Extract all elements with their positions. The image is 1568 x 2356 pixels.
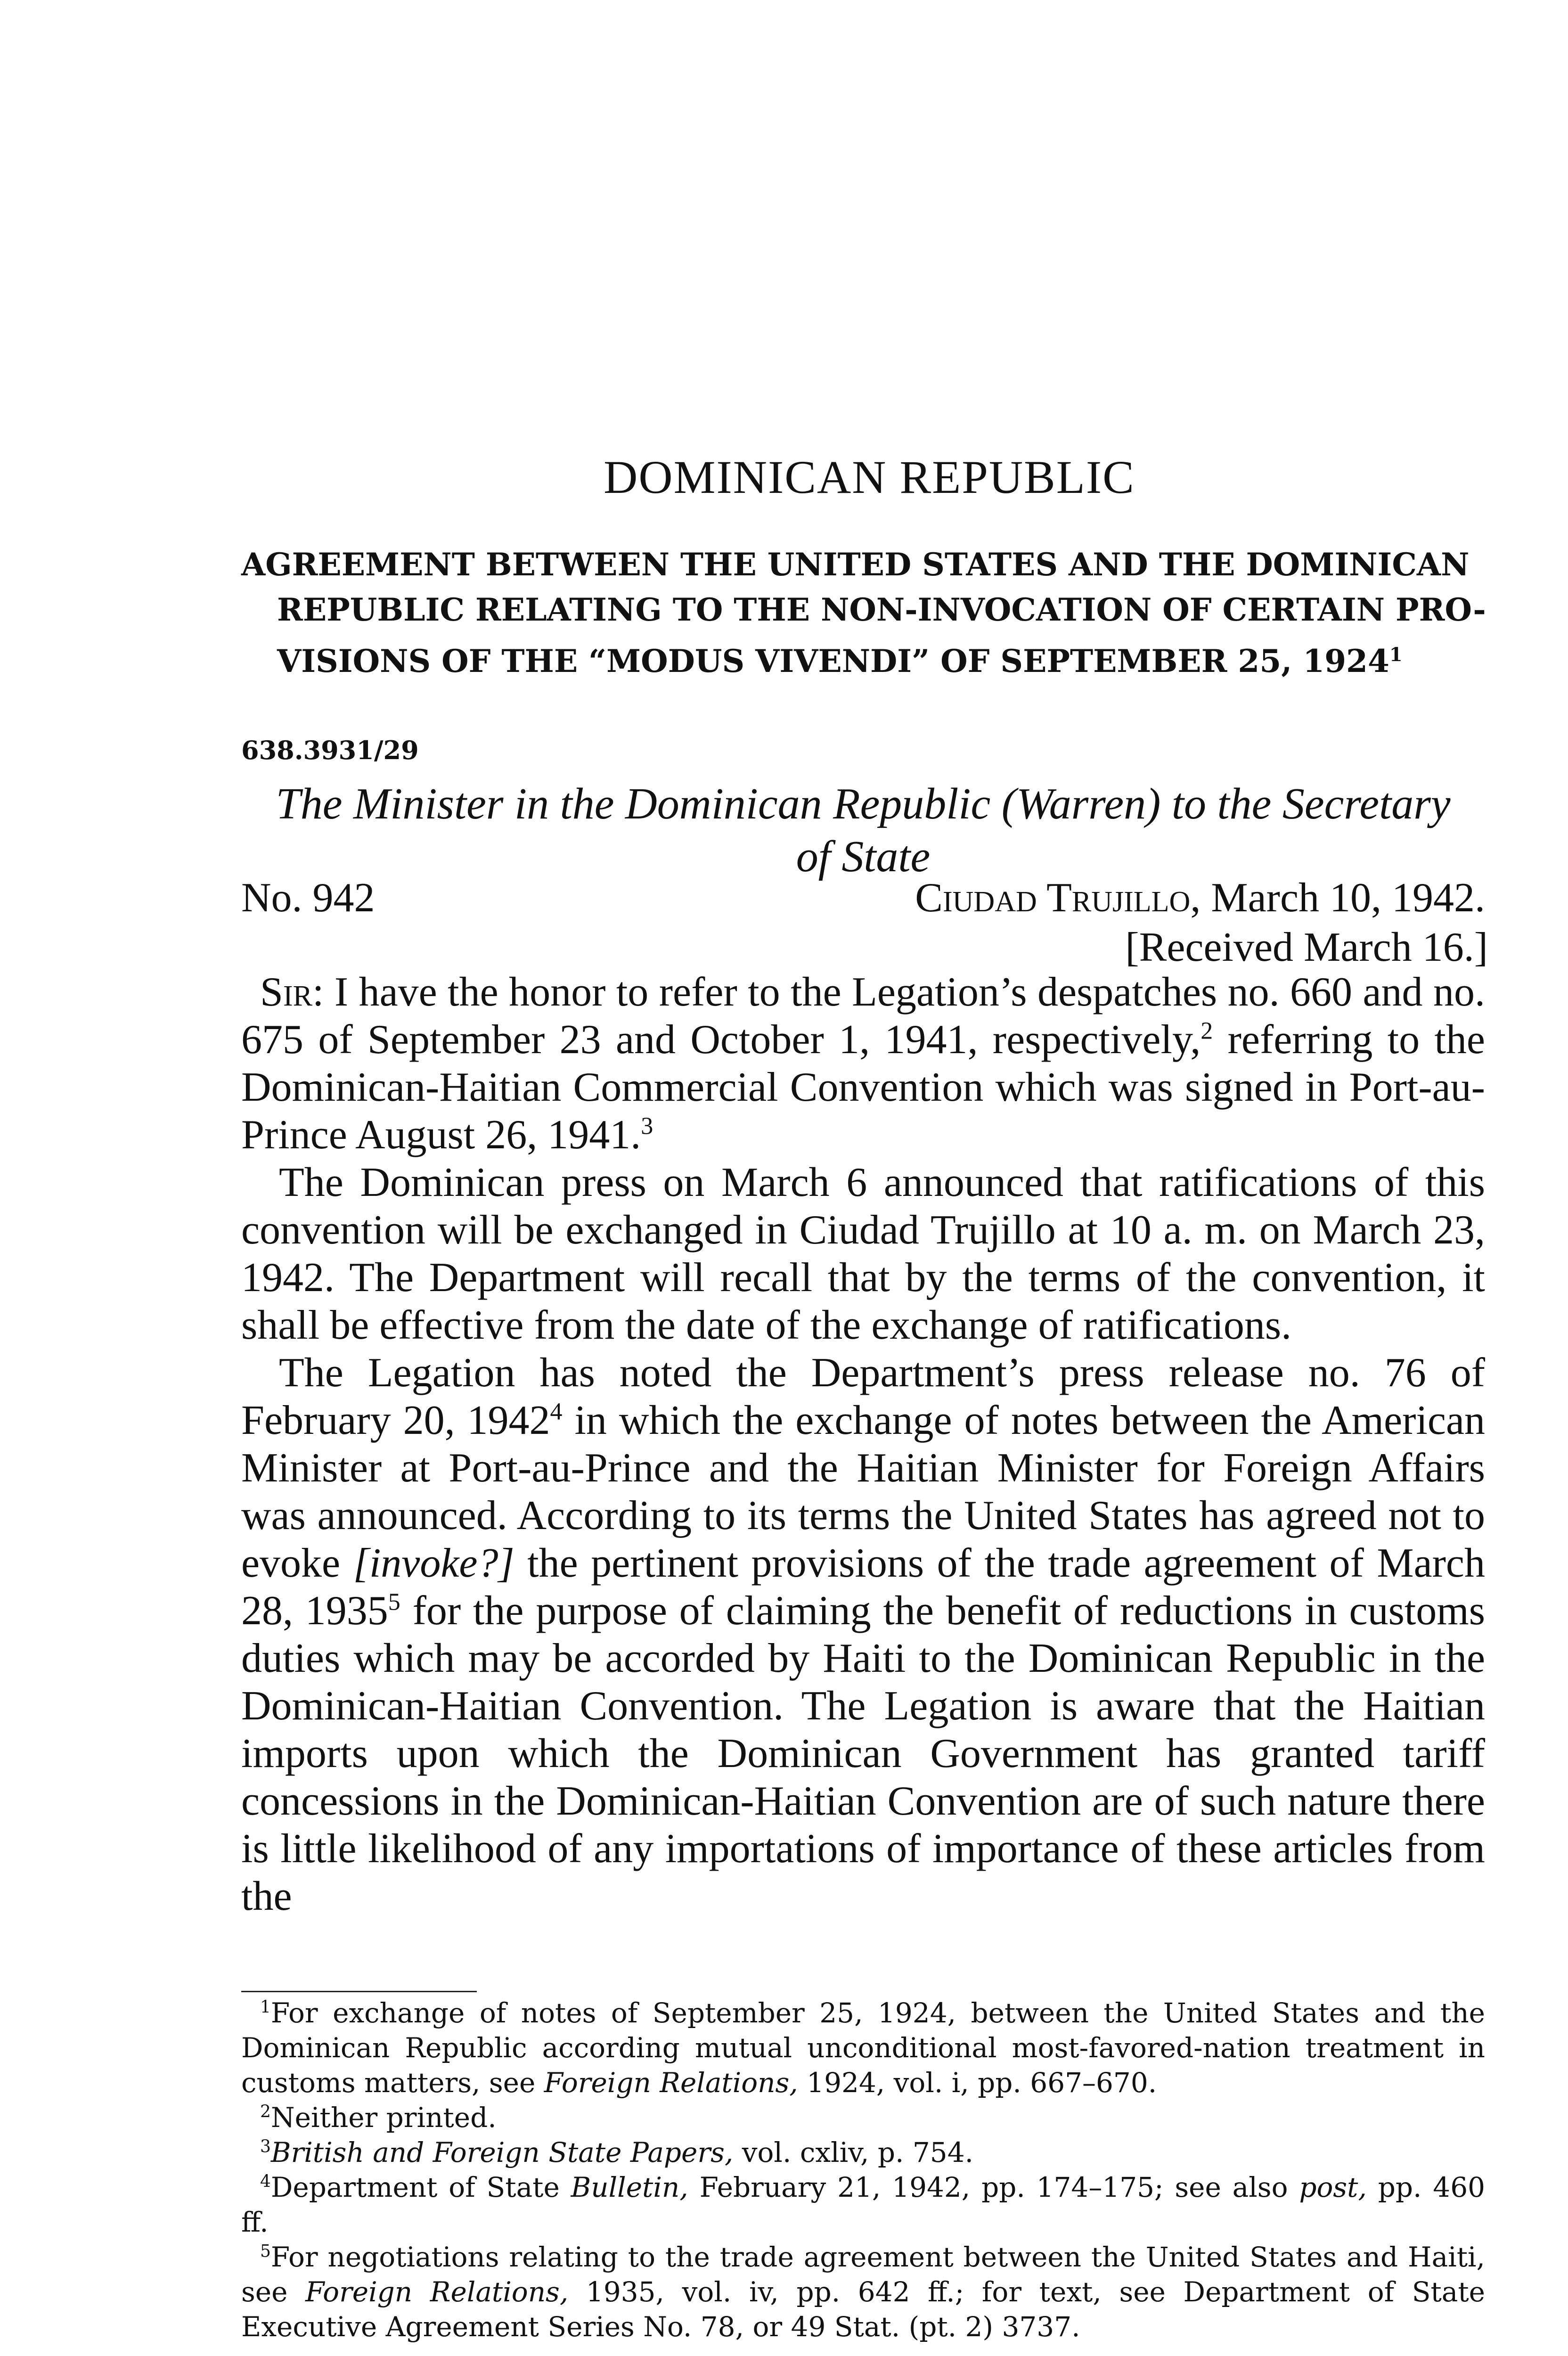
editorial-insertion: [invoke?] xyxy=(353,1540,514,1586)
document-title-line-1: The Minister in the Dominican Republic (Warren) to the Secretary xyxy=(276,779,1451,828)
agreement-heading-line-3 xyxy=(241,632,1485,684)
footnote-5-italic: Foreign Relations, xyxy=(305,2276,569,2308)
footnote-ref-3: 3 xyxy=(641,1113,653,1140)
footnote-3-text: vol. cxliv, p. 754. xyxy=(733,2136,974,2168)
agreement-heading-line-2: REPUBLIC RELATING TO THE NON-INVOCATION OF CERTAIN PRO- xyxy=(277,591,1486,628)
letter-body xyxy=(241,968,1485,1920)
received-note: [Received March 16.] xyxy=(1125,924,1488,970)
paragraph-3-text-a: The Legation has noted the Department’s press release no. 76 of February 20, 1942 xyxy=(241,1350,1485,1443)
footnote-3-italic: British and Foreign State Papers, xyxy=(270,2136,734,2168)
footnote-1-text-a: For exchange of notes of September 25, 1924, between the United States and the Dominican Republic according mutual unconditional most-favored-nation treatment in customs matters, see xyxy=(241,1997,1485,2099)
footnote-5-text-a: For negotiations relating to the trade agreement between the United States and Haiti, see xyxy=(241,2241,1485,2308)
agreement-heading-line-3-text: VISIONS OF THE “MODUS VIVENDI” OF SEPTEMBER 25, 1924 xyxy=(277,643,1389,679)
dateline-date: March 10, 1942. xyxy=(1211,875,1485,921)
footnote-1-text-b: 1924, vol. i, pp. 667–670. xyxy=(798,2067,1157,2099)
footnote-4-text-a: Department of State xyxy=(270,2171,571,2203)
dateline xyxy=(915,874,1485,922)
footnote-4-italic-b: post, xyxy=(1299,2171,1367,2203)
footnote-2 xyxy=(241,2100,1485,2135)
footnote-5-text-b: 1935, vol. iv, pp. 642 ff.; for text, see Department of State Executive Agreement Series No. 78, or 49 Stat. (pt. 2) 3737. xyxy=(241,2276,1485,2343)
footnote-4-text-c: pp. 460 ff. xyxy=(241,2171,1486,2238)
document-number: No. 942 xyxy=(241,875,375,921)
file-number: 638.3931/29 xyxy=(241,735,419,765)
salutation: Sir xyxy=(260,969,312,1015)
footnote-5 xyxy=(241,2240,1485,2344)
footnote-ref-4: 4 xyxy=(550,1398,563,1425)
document-title-line-2: of State xyxy=(796,832,931,881)
paragraph-1-text-a: : I have the honor to refer to the Legation’s despatches no. 660 and no. 675 of September 23 and October 1, 1941, respectively, xyxy=(241,969,1485,1063)
footnote-4-text-b: February 21, 1942, pp. 174–175; see also xyxy=(688,2171,1299,2203)
footnote-2-mark: 2 xyxy=(260,2102,271,2122)
paragraph-2: The Dominican press on March 6 announced that ratifications of this convention will be exchanged in Ciudad Trujillo at 10 a. m. on March 23, 1942. The Department will recall that by the terms of the convention, it shall be effective from the date of the exchange of ratifications. xyxy=(241,1160,1485,1348)
paragraph-3 xyxy=(241,1349,1485,1920)
footnote-1-italic: Foreign Relations, xyxy=(544,2067,798,2099)
paragraph-3-text-c: the pertinent provisions of the trade agreement of March 28, 1935 xyxy=(241,1540,1485,1634)
footnote-divider xyxy=(241,1991,477,1992)
dateline-place: Ciudad Trujillo, xyxy=(915,875,1201,921)
footnote-4-italic-a: Bulletin, xyxy=(571,2171,688,2203)
footnote-2-text: Neither printed. xyxy=(270,2102,497,2134)
footnote-4 xyxy=(241,2170,1485,2240)
footnote-ref-2: 2 xyxy=(1200,1017,1213,1045)
footnote-4-mark: 4 xyxy=(260,2172,271,2192)
footnote-ref-5: 5 xyxy=(388,1588,400,1616)
document-title xyxy=(241,777,1485,883)
paragraph-1 xyxy=(241,968,1485,1159)
footnote-ref-1: 1 xyxy=(1389,644,1403,666)
footnote-1-mark: 1 xyxy=(260,1997,271,2017)
footnote-3-mark: 3 xyxy=(260,2137,271,2157)
footnotes xyxy=(241,1996,1485,2344)
agreement-heading-line-1: AGREEMENT BETWEEN THE UNITED STATES AND THE DOMINICAN xyxy=(241,546,1470,583)
paragraph-3-text-b: in which the exchange of notes between the American Minister at Port-au-Prince and the Haitian Minister for Foreign Affairs was announced. According to its terms the United States has agreed not to evoke xyxy=(241,1398,1485,1586)
footnote-1 xyxy=(241,1996,1485,2100)
paragraph-3-text-d: for the purpose of claiming the benefit of reductions in customs duties which may be accorded by Haiti to the Dominican Republic in the Dominican-Haitian Convention. The Legation is aware that the Haitian imports upon which the Dominican Government has granted tariff concessions in the Dominican-Haitian Convention are of such nature there is little likelihood of any importations of importance of these articles from the xyxy=(241,1588,1486,1919)
agreement-heading xyxy=(241,542,1485,684)
footnote-3 xyxy=(241,2135,1485,2170)
footnote-5-mark: 5 xyxy=(260,2241,271,2261)
country-title: DOMINICAN REPUBLIC xyxy=(604,451,1135,503)
paragraph-1-text-b: referring to the Dominican-Haitian Commercial Convention which was signed in Port-au-Prince August 26, 1941. xyxy=(241,1017,1485,1158)
